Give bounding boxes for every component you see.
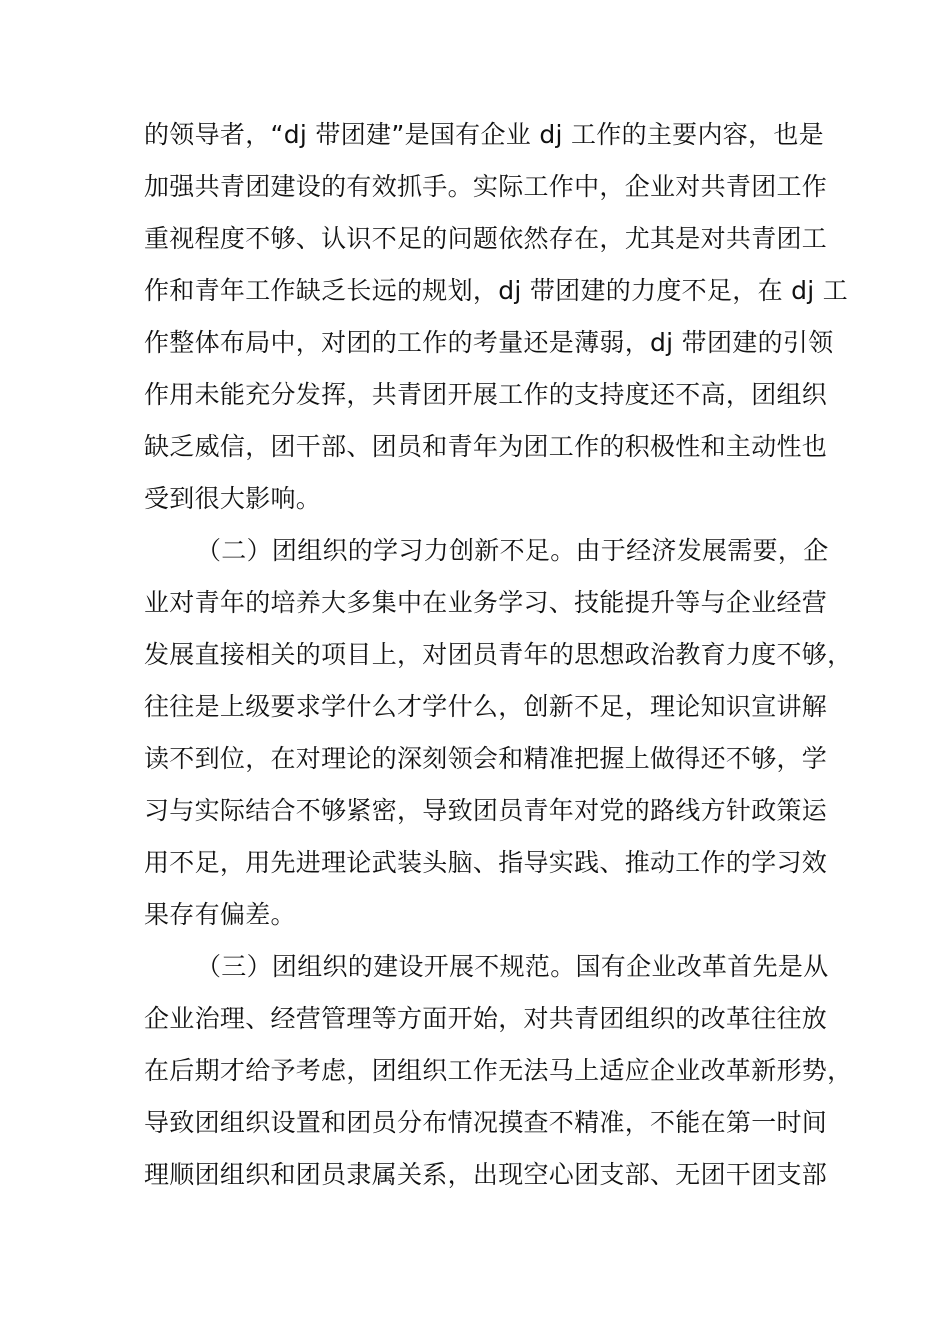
text-line: 作整体布局中，对团的工作的考量还是薄弱，dj 带团建的引领 xyxy=(144,328,834,357)
text-line: 加强共青团建设的有效抓手。实际工作中，企业对共青团工作 xyxy=(144,172,828,201)
text-line: 果存有偏差。 xyxy=(144,900,296,929)
text-line: 业对青年的培养大多集中在业务学习、技能提升等与企业经营 xyxy=(144,588,828,617)
text-line: 作用未能充分发挥，共青团开展工作的支持度还不高，团组织 xyxy=(144,380,828,409)
text-line: 导致团组织设置和团员分布情况摸查不精准，不能在第一时间 xyxy=(144,1108,828,1137)
text-line: 受到很大影响。 xyxy=(144,484,322,513)
text-line: 重视程度不够、认识不足的问题依然存在，尤其是对共青团工 xyxy=(144,224,828,253)
text-line: 的领导者，“dj 带团建”是国有企业 dj 工作的主要内容，也是 xyxy=(144,120,824,149)
text-line: 用不足，用先进理论武装头脑、指导实践、推动工作的学习效 xyxy=(144,848,828,877)
paragraph-heading-line: （三）团组织的建设开展不规范。国有企业改革首先是从 xyxy=(196,952,829,981)
text-line: 发展直接相关的项目上，对团员青年的思想政治教育力度不够， xyxy=(144,640,853,669)
text-line: 理顺团组织和团员隶属关系，出现空心团支部、无团干团支部 xyxy=(144,1160,828,1189)
text-line: 作和青年工作缺乏长远的规划，dj 带团建的力度不足，在 dj 工 xyxy=(144,276,849,305)
text-line: 缺乏威信，团干部、团员和青年为团工作的积极性和主动性也 xyxy=(144,432,828,461)
text-line: 往往是上级要求学什么才学什么，创新不足，理论知识宣讲解 xyxy=(144,692,828,721)
text-line: 习与实际结合不够紧密，导致团员青年对党的路线方针政策运 xyxy=(144,796,828,825)
paragraph-heading-line: （二）团组织的学习力创新不足。由于经济发展需要，企 xyxy=(196,536,829,565)
text-line: 在后期才给予考虑，团组织工作无法马上适应企业改革新形势， xyxy=(144,1056,853,1085)
text-line: 企业治理、经营管理等方面开始，对共青团组织的改革往往放 xyxy=(144,1004,828,1033)
text-line: 读不到位，在对理论的深刻领会和精准把握上做得还不够，学 xyxy=(144,744,828,773)
